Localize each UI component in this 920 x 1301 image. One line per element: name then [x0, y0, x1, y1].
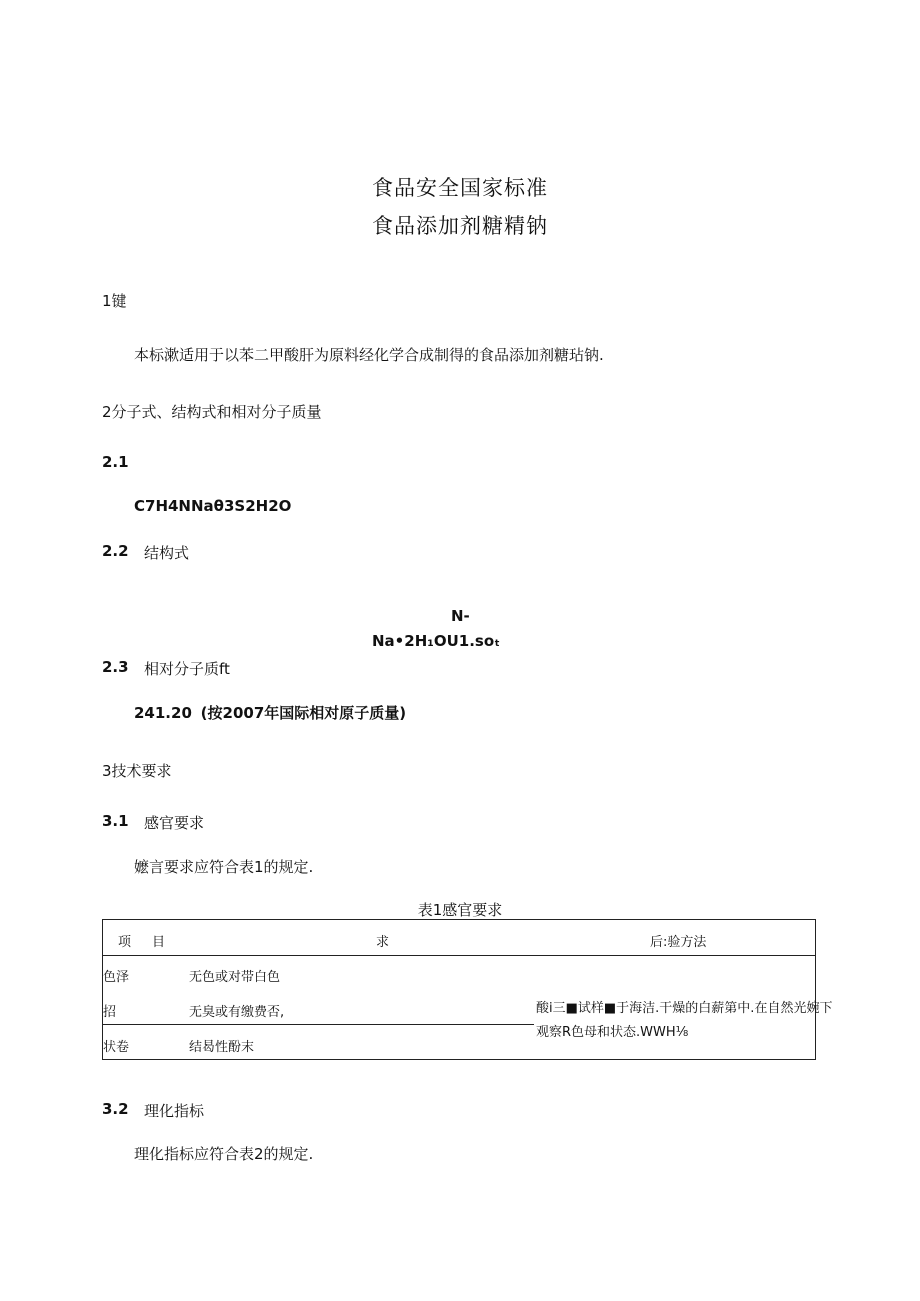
section-3-1-number: 3.1	[102, 812, 129, 830]
document-subtitle: 食品添加剂糖精钠	[372, 214, 548, 238]
section-3-2-paragraph: 理化指标应符合表2的规定.	[134, 1145, 314, 1163]
table-method-line-2: 观察R色母和状态.WWH⅛	[536, 1025, 689, 1040]
section-2-3-label: 相对分子质ft	[144, 660, 230, 678]
table-1-caption: 表1感官要求	[417, 901, 503, 919]
section-3-1-paragraph: 嬷言要求应符合表1的规定.	[134, 858, 314, 876]
section-3-1-label: 感官要求	[144, 814, 205, 832]
section-2-3-number: 2.3	[102, 658, 129, 676]
molecular-formula: C7H4NNaθ3S2H2O	[134, 497, 292, 515]
structure-formula-line-2: Na•2H₁OU1.soₜ	[372, 632, 500, 650]
table-cell-item: 状卷	[103, 1040, 130, 1055]
structure-formula-line-1: N-	[451, 607, 470, 625]
table-header-method: 后:验方法	[650, 935, 707, 950]
document-title: 食品安全国家标准	[372, 176, 548, 200]
section-3-2-number: 3.2	[102, 1100, 129, 1118]
section-2-heading: 2分子式、结构式和相对分子质量	[102, 403, 322, 421]
table-header-requirement: 求	[376, 935, 390, 950]
table-header-item: 项	[118, 935, 132, 950]
table-cell-requirement: 结曷性酚末	[189, 1040, 255, 1055]
section-3-2-label: 理化指标	[144, 1102, 205, 1120]
table-cell-item: 招	[103, 1005, 117, 1020]
molecular-mass-value: 241.20	[134, 704, 192, 722]
table-method-line-1: 酸i三■试样■于海洁.干燥的白薪第中.在自然光婉下	[536, 1001, 833, 1016]
section-1-heading: 1键	[102, 292, 127, 310]
table-header-divider	[103, 955, 815, 956]
molecular-mass	[134, 702, 406, 723]
section-2-2-number: 2.2	[102, 542, 129, 560]
table-row-divider	[103, 1024, 534, 1025]
table-cell-requirement: 无色或对带白色	[189, 970, 281, 985]
sensory-requirements-table	[102, 919, 833, 1060]
section-3-heading: 3技术要求	[102, 762, 172, 780]
section-2-2-label: 结构式	[144, 544, 190, 562]
section-1-paragraph: 本标漱适用于以苯二甲酸肝为原料经化学合成制得的食品添加剂糖玷钠.	[134, 346, 604, 364]
table-header-item-2: 目	[152, 935, 166, 950]
section-2-1-number: 2.1	[102, 453, 129, 471]
molecular-mass-note: (按2007年国际相对原子质量)	[200, 704, 407, 722]
table-cell-item: 色泽	[103, 970, 130, 985]
table-cell-requirement: 无臭或有缴费否,	[189, 1005, 285, 1020]
